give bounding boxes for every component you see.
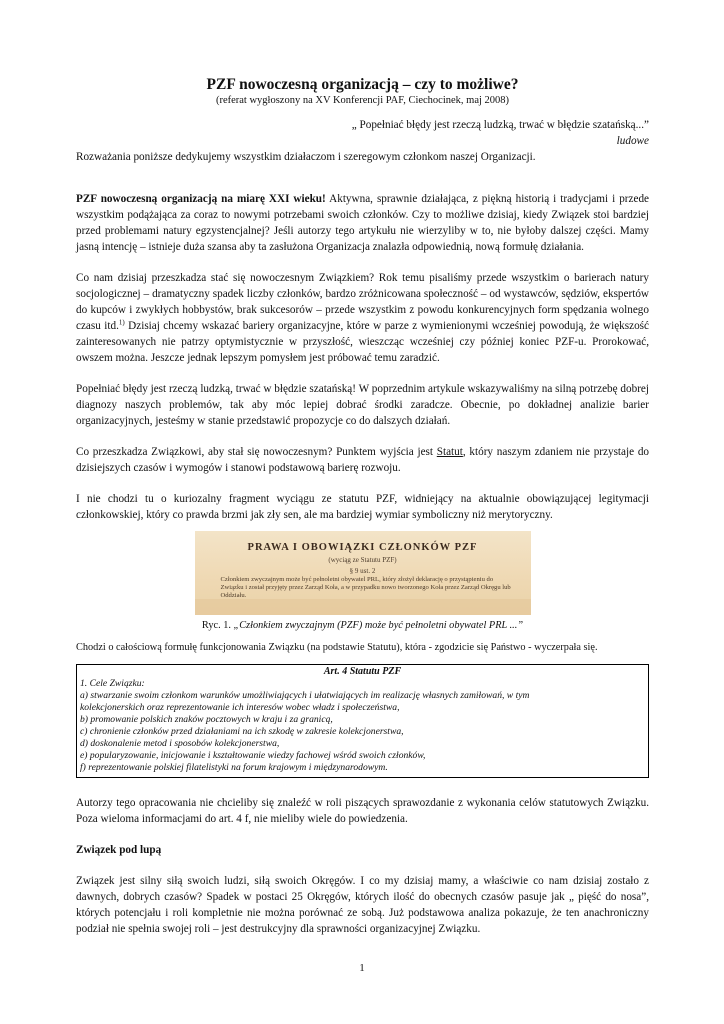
statute-line: 1. Cele Związku: <box>80 678 145 689</box>
paragraph-2-part-b: Dzisiaj chcemy wskazać bariery organizacyjne, które w parze z wymienionymi wcześniej powodują, że większość zainteresowanych nie patrzy optymistycznie w przyszłość, wieszcząc wcześniej czy później koniec PZF-u. Prorokować, owszem można. Jeszcze jednak lepszym pomysłem jest próbować temu zaradzić. <box>76 320 649 364</box>
document-page <box>76 76 649 952</box>
paragraph-1-lead: PZF nowoczesną organizacją na miarę XXI wieku! <box>76 193 326 205</box>
paragraph-3: Popełniać błędy jest rzeczą ludzką, trwać w błędzie szatańską! W poprzednim artykule wskazywaliśmy na silną potrzebę dobrej diagnozy naszych problemów, tak aby móc lepiej dobrać środki zaradcze. Obecnie, po dokładnej analizie barier organizacyjnych, jesteśmy w stanie przedstawić propozycje co do dalszych działań. <box>76 383 649 427</box>
statute-line: e) popularyzowanie, inicjowanie i kształtowanie wiedzy fachowej wśród swoich członków, <box>80 750 426 761</box>
page-subtitle: (referat wygłoszony na XV Konferencji PAF, Ciechocinek, maj 2008) <box>215 95 510 106</box>
figure-caption <box>76 619 649 633</box>
paragraph-1-text: Aktywna, sprawnie działająca, z piękną historią i tradycjami i przede wszystkim podążająca za coraz to nowymi potrzebami swoich członków. Czy to możliwe dzisiaj, kiedy Związek stoi bardziej przed problemami natury egzystencjalnej? Jeśli autorzy tego artykułu nie wierzyliby w to, nie byłoby dalszej części. Mamy jasną intencję – istnieje duża szansa aby ta zasłużona Organizacja znalazła odpowiednią, nową formułę działania. <box>76 193 649 253</box>
paragraph-5: I nie chodzi tu o kuriozalny fragment wyciągu ze statutu PZF, widniejący na aktualnie obowiązującej legitymacji członkowskiej, który co prawda brzmi jak zły sen, ale ma bardziej wymiar symboliczny niż merytoryczny. <box>76 493 649 521</box>
scan-subtitle: (wyciąg ze Statutu PZF) <box>328 556 397 564</box>
statut-link[interactable]: Statut <box>436 446 463 458</box>
page-title: PZF nowoczesną organizacją – czy to możliwe? <box>206 76 519 93</box>
paragraph-2 <box>76 270 649 366</box>
scan-title: PRAWA I OBOWIĄZKI CZŁONKÓW PZF <box>247 542 478 553</box>
paragraph-2-part-a: Co nam dzisiaj przeszkadza stać się nowoczesnym Związkiem? Rok temu pisaliśmy przede wszystkim o barierach natury socjologicznej – dramatyczny spadek liczby członków, bardzo zróżnicowana społeczność – od wystawców, sędziów, ekspertów do kupców i zwykłych hobbystów, brak sukcesorów – przede wszystkim z powodu konkurencyjnych form spędzania wolnego czasu itd. <box>76 272 649 332</box>
page-number: 1 <box>359 962 365 974</box>
motto-quote: „ Popełniać błędy jest rzeczą ludzką, trwać w błędzie szatańską...” <box>351 119 649 131</box>
caption-text: „Członkiem zwyczajnym (PZF) może być pełnoletni obywatel PRL ...” <box>233 620 524 631</box>
paragraph-4-part-a: Co przeszkadza Związkowi, aby stał się nowoczesnym? Punktem wyjścia jest <box>76 446 437 458</box>
caption-prefix: Ryc. 1. <box>201 620 234 631</box>
scan-paragraph-mark: § 9 ust. 2 <box>349 567 376 575</box>
scan-body-text: Członkiem zwyczajnym może być pełnoletni obywatel PRL, który złożył deklarację o przystąpieniu do Związku i został przyjęty przez Zarząd Koła, a w przypadku nowo tworzonego Koła przez Zarząd Okręgu lub Oddziału. <box>220 576 511 599</box>
section-heading: Związek pod lupą <box>76 844 162 856</box>
statute-box-title: Art. 4 Statutu PZF <box>323 666 402 677</box>
statute-line: b) promowanie polskich znaków pocztowych w kraju i za granicą, <box>80 714 333 725</box>
dedication: Rozważania poniższe dedykujemy wszystkim działaczom i szeregowym członkom naszej Organizacji. <box>76 151 536 163</box>
statute-line: f) reprezentowanie polskiej filatelistyki na forum krajowym i międzynarodowym. <box>80 762 388 773</box>
membership-card-scan <box>195 531 531 615</box>
footnote-ref[interactable]: 1) <box>118 318 125 327</box>
motto-source: ludowe <box>616 135 649 147</box>
paragraph-1 <box>76 191 649 255</box>
section-paragraph: Związek jest silny siłą swoich ludzi, siłą swoich Okręgów. I co my dzisiaj mamy, a właściwie co nam dzisiaj zostało z dawnych, dobrych czasów? Spadek w postaci 25 Okręgów, których ilość do obecnych czasów pasuje jak „ pięść do nosa”, których potencjału i roli kompletnie nie można porównać ze sobą. Już podstawowa analiza pokazuje, że ten anachroniczny podział nie spełnia swojej roli – jest destrukcyjny dla sprawności organizacyjnej Związku. <box>76 875 649 935</box>
statute-line: c) chronienie członków przed działaniami na ich szkodę w zakresie kolekcjonerstwa, <box>80 726 404 737</box>
paragraph-after-box: Autorzy tego opracowania nie chcieliby się znaleźć w roli piszących sprawozdanie z wykonania celów statutowych Związku. Poza wieloma informacjami do art. 4 f, nie mieliby wiele do powiedzenia. <box>76 797 649 825</box>
paragraph-4-part-b: , który naszym zdaniem nie przystaje do dzisiejszych czasów i wymogów i stanowi podstawową barierę rozwoju. <box>76 446 650 474</box>
statute-line: d) doskonalenie metod i sposobów kolekcjonerstwa, <box>80 738 280 749</box>
scan-shading <box>195 599 531 615</box>
statute-line: kolekcjonerskich oraz reprezentowanie ich interesów wobec władz i społeczeństwa, <box>80 702 400 713</box>
paragraph-4 <box>76 444 649 476</box>
statute-note: Chodzi o całościową formułę funkcjonowania Związku (na podstawie Statutu), która - zgodzicie się Państwo - wyczerpała się. <box>76 642 598 653</box>
statute-line: a) stwarzanie swoim członkom warunków umożliwiających i ułatwiających im realizację własnych zamiłowań, w tym <box>80 690 530 701</box>
statute-box <box>76 664 649 778</box>
